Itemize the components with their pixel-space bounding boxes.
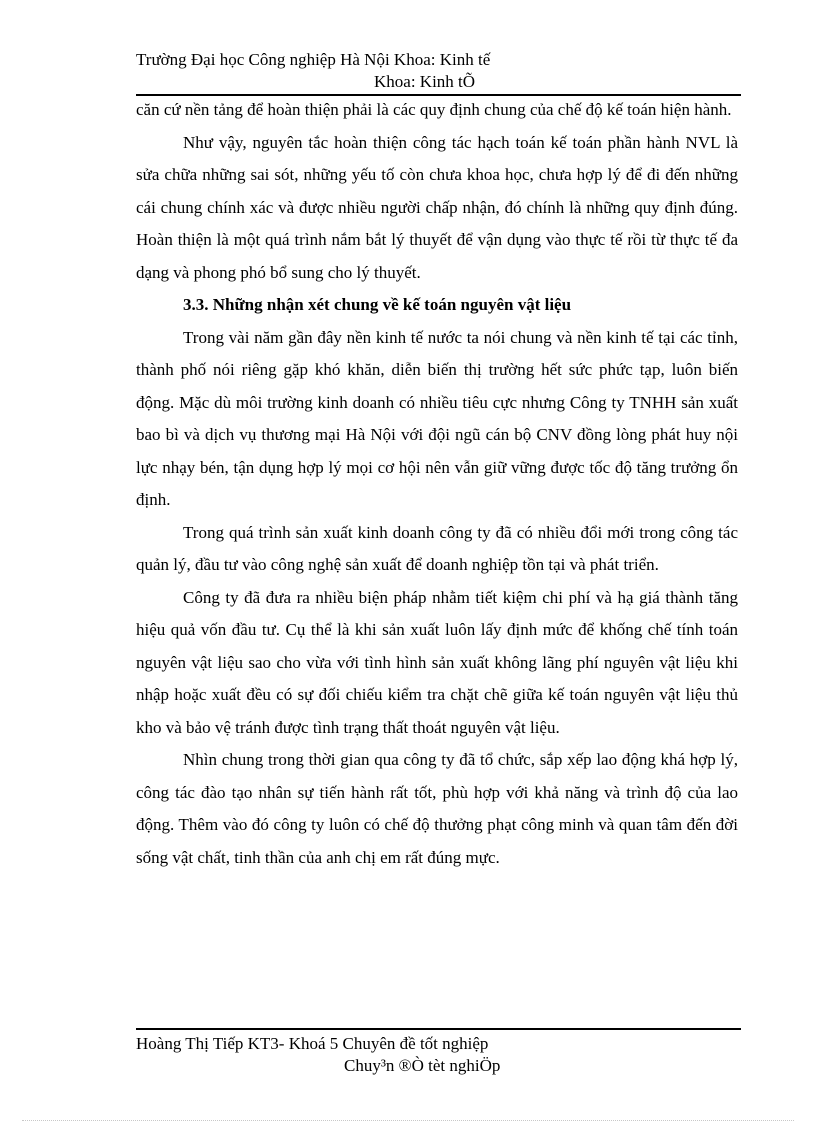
paragraph: Công ty đã đưa ra nhiều biện pháp nhằm tiết kiệm chi phí và hạ giá thành tăng hiệu quả vốn đầu tư. Cụ thể là khi sản xuất luôn lấy định mức để khống chế tính toán nguyên vật liệu sao cho vừa với tình hình sản xuất không lãng phí nguyên vật liệu khi nhập hoặc xuất đều có sự đối chiếu kiểm tra chặt chẽ giữa kế toán nguyên vật liệu thủ kho và bảo vệ tránh được tình trạng thất thoát nguyên vật liệu. (136, 587, 738, 737)
page-bottom-dotted-border (22, 1120, 794, 1121)
paragraph-continued: căn cứ nền tảng để hoàn thiện phải là các quy định chung của chế độ kế toán hiện hành. (136, 100, 732, 119)
paragraph: Trong quá trình sản xuất kinh doanh công ty đã có nhiều đổi mới trong công tác quản lý, đầu tư vào công nghệ sản xuất để doanh nghiệp tồn tại và phát triển. (136, 522, 738, 574)
header-faculty-line: Khoa: Kinh tÕ (374, 72, 476, 91)
footer-author-line: Hoàng Thị Tiếp KT3- Khoá 5 Chuyên đề tốt nghiệp (136, 1034, 489, 1053)
paragraph: Trong vài năm gần đây nền kinh tế nước ta nói chung và nền kinh tế tại các tỉnh, thành phố nói riêng gặp khó khăn, diễn biến thị trường hết sức phức tạp, luôn biến động. Mặc dù môi trường kinh doanh có nhiều tiêu cực nhưng Công ty TNHH sản xuất bao bì và dịch vụ thương mại Hà Nội với đội ngũ cán bộ CNV đồng lòng phát huy nội lực nhạy bén, tận dụng hợp lý mọi cơ hội nên vẫn giữ vững được tốc độ tăng trưởng ổn định. (136, 327, 738, 509)
paragraph: Như vậy, nguyên tắc hoàn thiện công tác hạch toán kế toán phần hành NVL là sửa chữa những sai sót, những yếu tố còn chưa khoa học, chưa hợp lý để đi đến những cái chung chính xác và được nhiều người chấp nhận, đó chính là những quy định đúng. Hoàn thiện là một quá trình nắm bắt lý thuyết để vận dụng vào thực tế rồi từ thực tế đa dạng và phong phó bổ sung cho lý thuyết. (136, 132, 738, 282)
header-school-line: Trường Đại học Công nghiệp Hà Nội Khoa: Kinh tế (136, 50, 491, 69)
paragraph: Nhìn chung trong thời gian qua công ty đã tổ chức, sắp xếp lao động khá hợp lý, công tác đào tạo nhân sự tiến hành rất tốt, phù hợp với khả năng và trình độ của lao động. Thêm vào đó công ty luôn có chế độ thưởng phạt công minh và quan tâm đến đời sống vật chất, tinh thần của anh chị em rất đúng mực. (136, 750, 738, 867)
document-body (136, 94, 738, 874)
footer-divider (136, 1028, 741, 1030)
footer-title-line: Chuy³n ®Ò tèt nghiÖp (344, 1056, 501, 1075)
section-heading: 3.3. Những nhận xét chung về kế toán nguyên vật liệu (183, 295, 572, 314)
